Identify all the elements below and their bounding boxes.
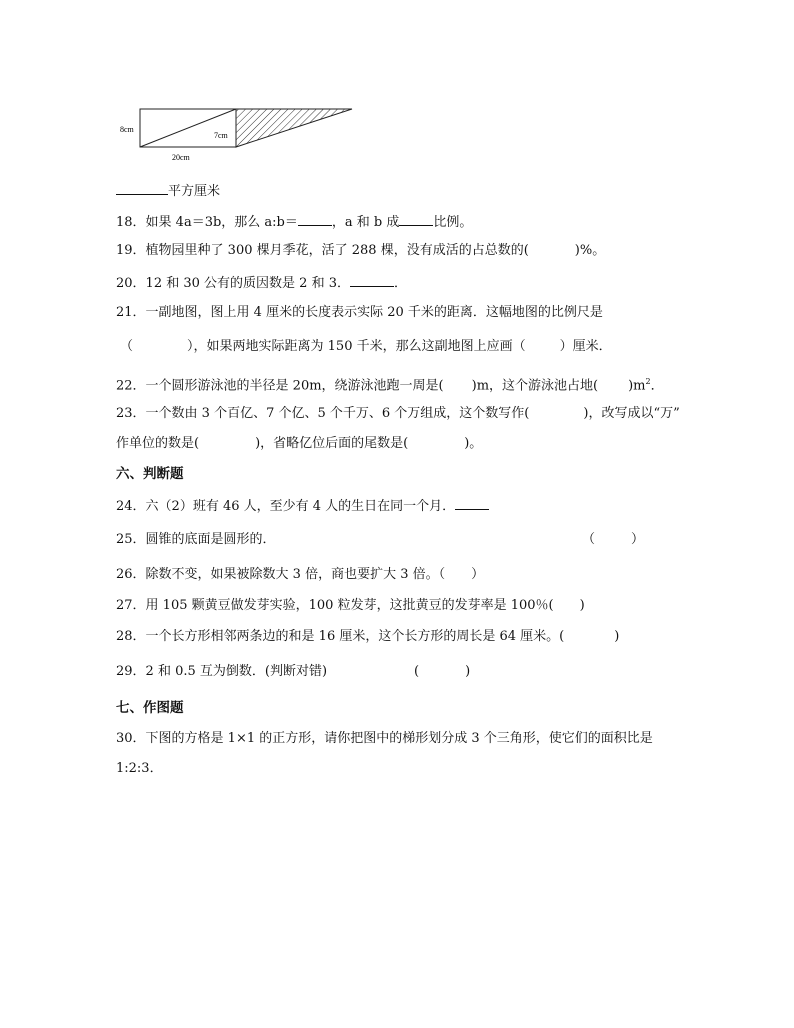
answer-blank[interactable] (350, 273, 394, 287)
question-23: 23．一个数由 3 个百亿、7 个亿、5 个千万、6 个万组成，这个数写作( )，改写成以“万” (116, 406, 680, 421)
question-19: 19．植物园里种了 300 棵月季花，活了 288 棵，没有成活的占总数的( )%。 (116, 243, 606, 258)
label-20cm: 20cm (172, 153, 190, 162)
question-24: 24．六（2）班有 46 人，至少有 4 人的生日在同一个月． (116, 496, 489, 516)
section-drawing-title: 七、作图题 (116, 700, 184, 716)
answer-blank[interactable] (116, 181, 168, 195)
label-7cm: 7cm (214, 131, 228, 140)
section-judgement-title: 六、判断题 (116, 466, 184, 482)
question-21-line2: （ ），如果两地实际距离为 150 千米，那么这副地图上应画（ ）厘米． (120, 339, 612, 354)
q17-answer: 平方厘米 (116, 181, 220, 201)
question-23-line2: 作单位的数是( )，省略亿位后面的尾数是( )。 (116, 436, 483, 451)
question-25: 25．圆锥的底面是圆形的． (116, 532, 276, 547)
question-26: 26．除数不变，如果被除数大 3 倍，商也要扩大 3 倍。（ ） (116, 567, 485, 582)
question-20: 20．12 和 30 公有的质因数是 2 和 3． ． (116, 273, 407, 293)
answer-blank[interactable] (399, 212, 433, 226)
answer-blank[interactable] (298, 212, 332, 226)
label-8cm: 8cm (120, 125, 134, 134)
question-27: 27．用 105 颗黄豆做发芽实验，100 粒发芽，这批黄豆的发芽率是 100％( ) (116, 598, 585, 613)
question-21: 21．一副地图，图上用 4 厘米的长度表示实际 20 千米的距离．这幅地图的比例尺是 (116, 305, 603, 320)
question-29: 29．2 和 0.5 互为倒数．(判断对错) (116, 664, 328, 679)
question-25-paren[interactable]: （ ） (582, 532, 645, 547)
question-22: 22．一个圆形游泳池的半径是 20m，绕游泳池跑一周是( )m，这个游泳池占地( )$m^2$． (116, 377, 664, 394)
shaded-triangle (236, 109, 352, 147)
answer-blank[interactable] (455, 496, 489, 510)
question-18: 18．如果 4a＝3b，那么 a:b＝ ，a 和 b 成 比例。 (116, 212, 472, 232)
diagonal-line (140, 109, 236, 147)
question-30: 30．下图的方格是 1×1 的正方形，请你把图中的梯形划分成 3 个三角形，使它们的面积比是 (116, 731, 653, 746)
question-29-paren[interactable]: ( ) (414, 664, 471, 679)
question-30-line2: 1:2:3． (116, 761, 163, 776)
question-28: 28．一个长方形相邻两条边的和是 16 厘米，这个长方形的周长是 64 厘米。( ) (116, 629, 620, 644)
geometry-figure (116, 104, 356, 166)
